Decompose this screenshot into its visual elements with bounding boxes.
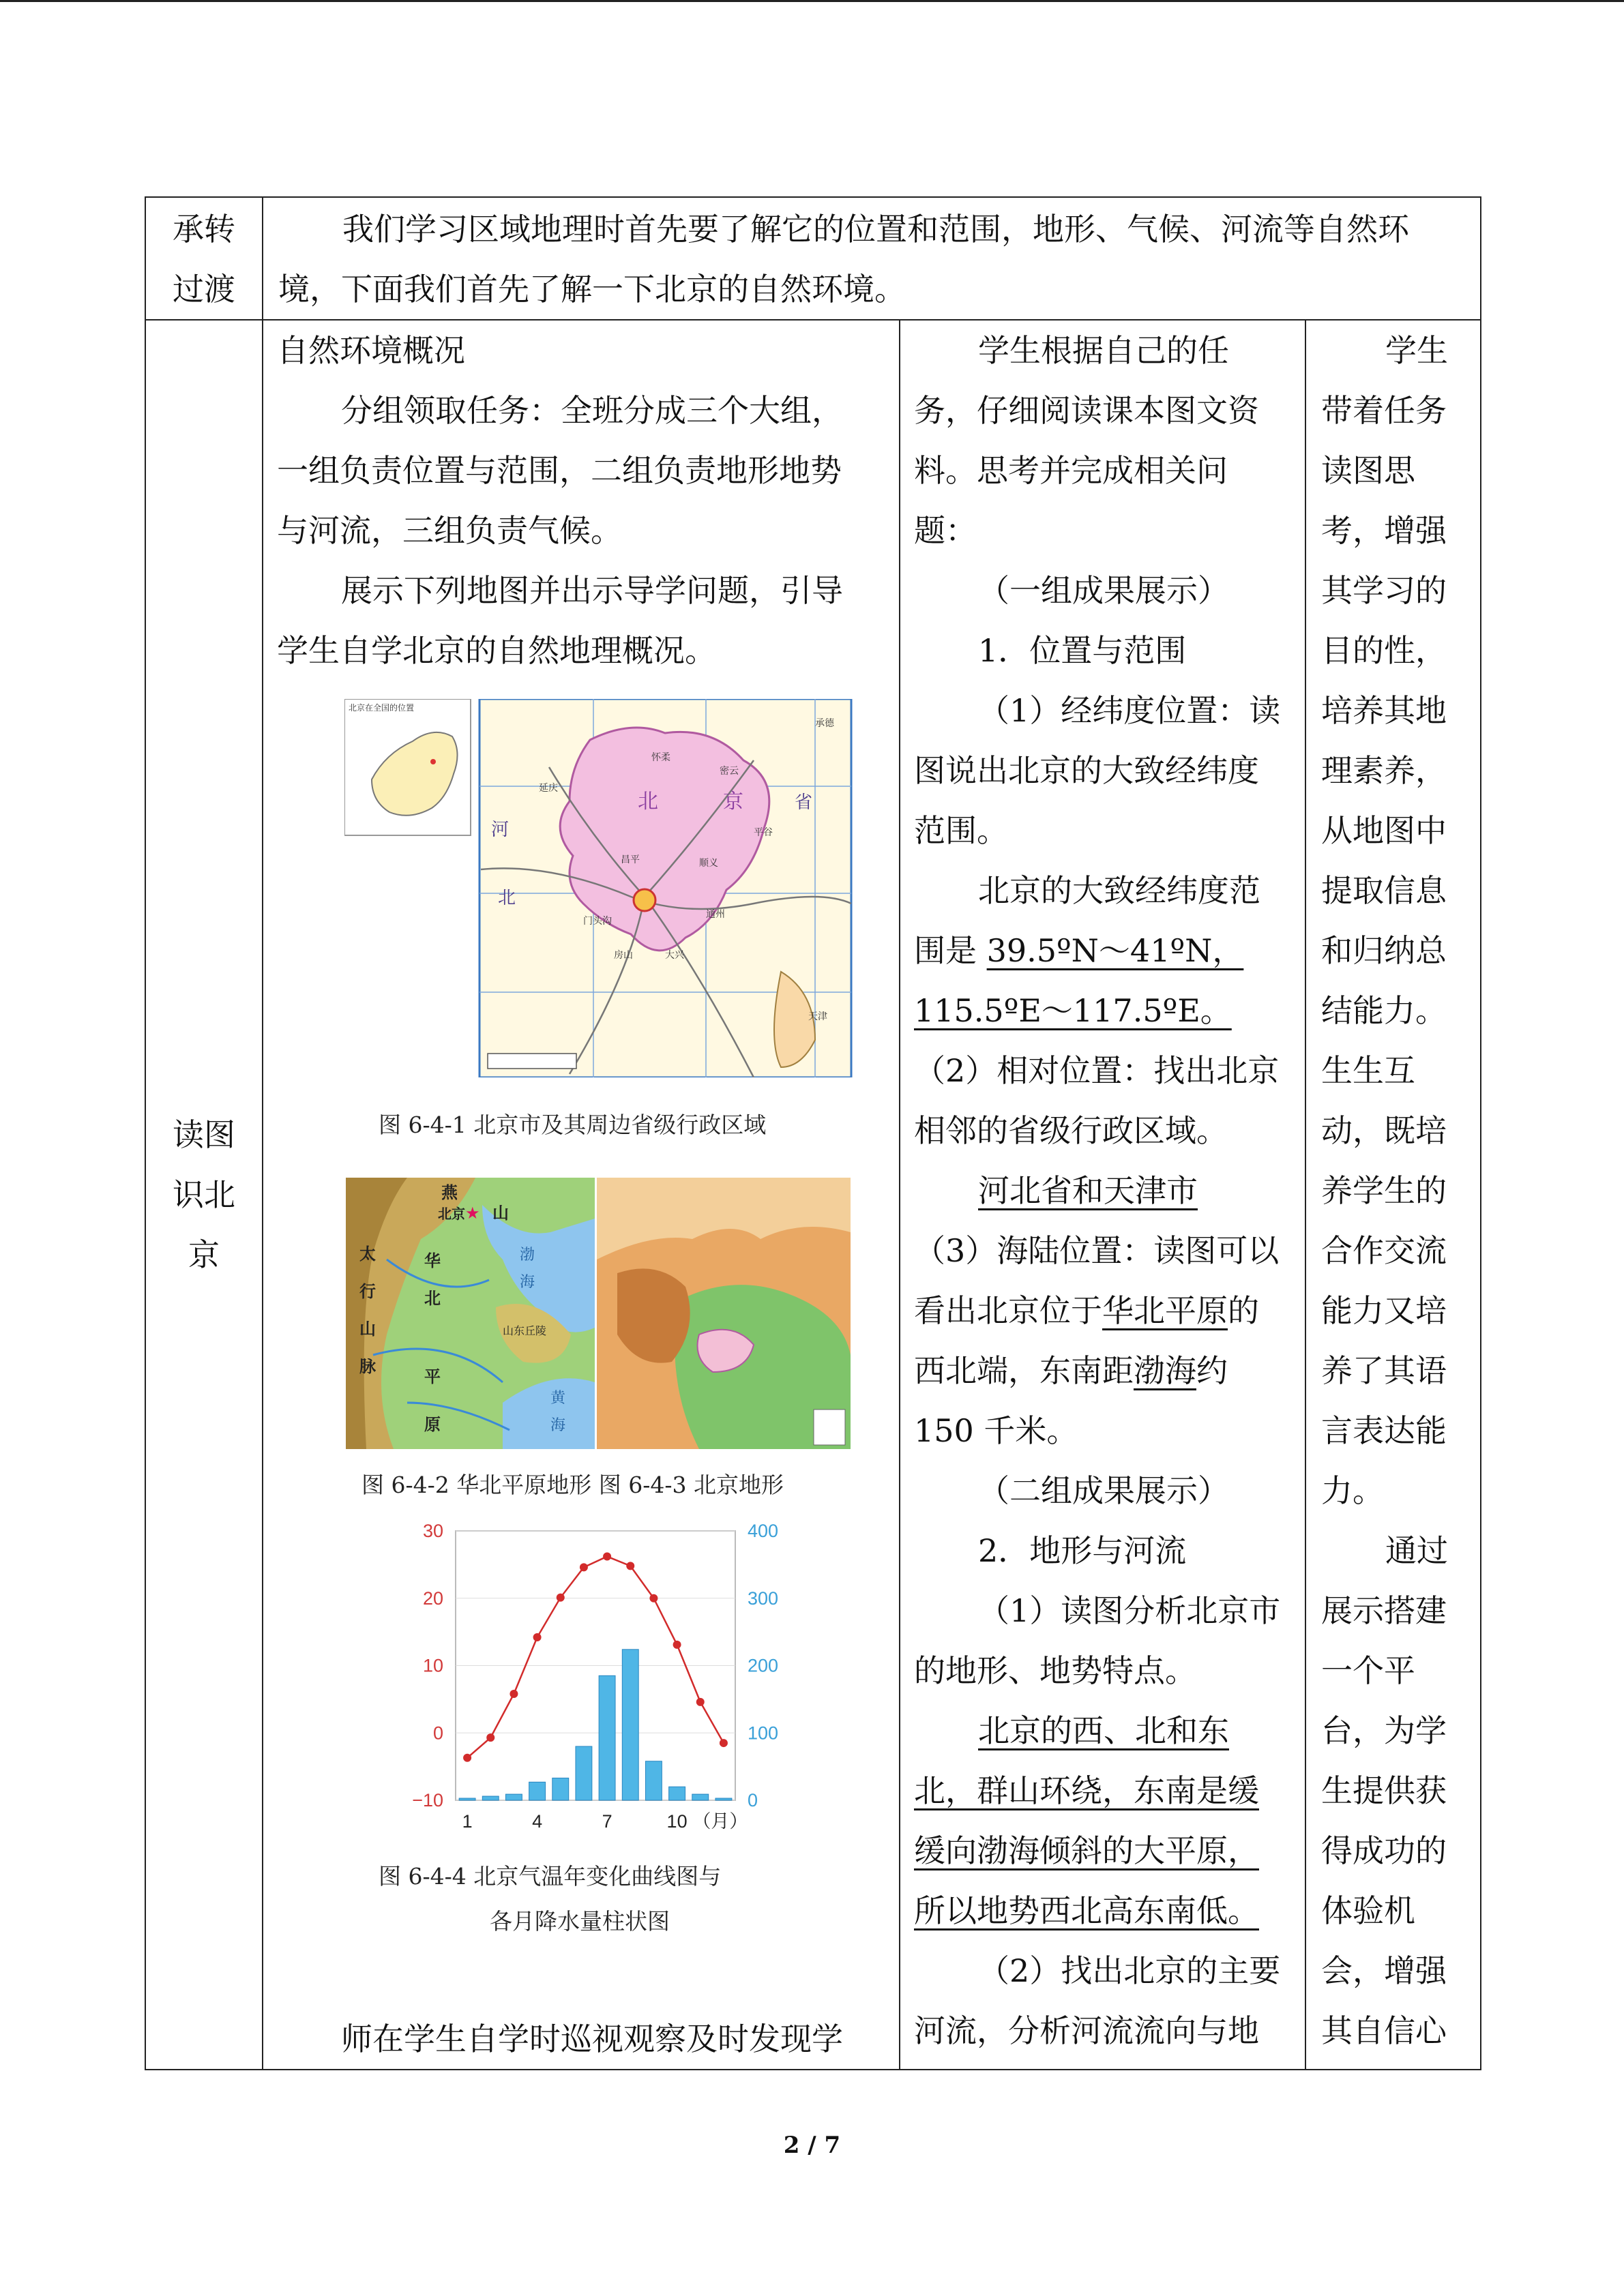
row-label-transition [145,197,263,320]
terrain-label: 平 [424,1368,441,1386]
terrain-label: 原 [424,1416,441,1434]
temperature-point [557,1594,565,1602]
x-tick-label: 10 [666,1811,688,1832]
temperature-point [580,1563,588,1571]
figure-caption: 图 6-4-2 华北平原地形 图 6-4-3 北京地形 [361,1472,784,1498]
y-right-tick-label: 200 [748,1655,779,1676]
answer-suffix: 约 [1196,1352,1228,1389]
answer-underlined: 115.5ºE～117.5ºE。 [914,992,1232,1029]
design-intent-cell [1305,320,1481,2070]
intent-line: 结能力。 [1321,992,1447,1029]
temperature-point [533,1633,542,1641]
student-line: 料。思考并完成相关问 [914,452,1228,489]
place-label: 房山 [614,949,633,960]
map-inset-title: 北京在全国的位置 [349,703,415,713]
elevation-legend [814,1410,845,1445]
section-title: 2．地形与河流 [978,1532,1187,1569]
label-text: 承转 [173,211,235,248]
answer-line [914,1761,1298,1821]
answer-line [914,921,1298,981]
intent-line: 学生 [1385,332,1448,369]
precip-bar [459,1798,475,1800]
intent-line: 从地图中 [1321,812,1447,849]
sea-label: 海 [550,1416,566,1433]
temperature-point [720,1739,728,1747]
place-label: 承德 [815,717,834,728]
section-heading: 自然环境概况 [277,332,465,369]
teacher-line: 展示下列地图并出示导学问题，引导 [341,572,843,609]
answer-underlined: 所以地势西北高东南低。 [914,1892,1259,1929]
intent-line: 言表达能 [1321,1412,1447,1449]
terrain-label: 山东丘陵 [503,1326,547,1337]
sea-label: 渤 [520,1246,535,1263]
place-label: 河 [491,819,510,839]
section-title: 1．位置与范围 [978,632,1187,669]
precip-bar [529,1782,546,1800]
answer-underlined: 北，群山环绕，东南是缓 [914,1772,1259,1809]
question-line: 河流，分析河流流向与地 [914,2012,1259,2049]
place-label: 平谷 [754,826,773,837]
student-line: 学生根据自己的任 [978,332,1229,369]
answer-line [914,1821,1298,1881]
question-line: （1）读图分析北京市 [978,1592,1281,1629]
lesson-plan-table [145,196,1481,2070]
group-title: （一组成果展示） [978,572,1229,609]
y-right-tick-label: 100 [748,1723,779,1744]
answer-line [914,1281,1298,1341]
label-text: 识北 [173,1176,235,1213]
terrain-label: 山 [492,1204,509,1223]
precip-bar [505,1794,522,1800]
intent-line: 考，增强 [1321,512,1447,549]
precip-bar [692,1794,709,1800]
terrain-label: 山 [359,1320,376,1339]
temperature-point [673,1641,681,1649]
place-label: 延庆 [539,782,558,793]
temperature-point [463,1754,471,1762]
place-label: 天津 [808,1011,827,1022]
student-line: 务，仔细阅读课本图文资 [914,392,1259,429]
place-label: 昌平 [621,854,640,865]
y-right-tick-label: 0 [748,1790,758,1810]
terrain-label: 北京 [438,1207,465,1222]
intent-line: 能力又培 [1321,1292,1447,1329]
intent-line: 读图思 [1321,452,1415,489]
place-label: 北 [498,887,516,908]
question-line: 图说出北京的大致经纬度 [914,752,1259,789]
precip-bar [715,1798,732,1800]
question-line: 的地形、地势特点。 [914,1652,1196,1689]
terrain-label: 脉 [359,1358,376,1376]
answer-line: 北京的大致经纬度范 [978,872,1260,909]
intent-line: 力。 [1321,1472,1384,1509]
place-label: 京 [723,790,743,813]
y-left-tick-label: 0 [432,1723,443,1744]
intent-line: 通过 [1385,1532,1448,1569]
label-text: 过渡 [173,271,235,308]
x-unit-label: （月） [692,1811,748,1832]
beijing-city-icon [634,889,655,911]
precip-bar [669,1787,685,1800]
intent-line: 养了其语 [1321,1352,1447,1389]
terrain-label: 行 [359,1283,376,1301]
transition-line: 我们学习区域地理时首先要了解它的位置和范围，地形、气候、河流等自然环 [342,211,1409,248]
intent-line: 一个平 [1321,1652,1415,1689]
intent-line: 提取信息 [1321,872,1447,909]
intent-line: 台，为学 [1321,1712,1447,1749]
place-label: 密云 [720,765,739,776]
transition-text [263,197,1481,320]
terrain-label: 燕 [441,1184,458,1202]
intent-line: 培养其地 [1321,692,1447,729]
page-number: 2 / 7 [783,2132,841,2159]
answer-line [914,1881,1298,1941]
y-left-tick-label: −10 [412,1790,443,1810]
terrain-label: 太 [359,1245,376,1264]
place-label: 省 [795,792,813,812]
top-border-line [0,0,1624,2]
intent-line: 得成功的 [1321,1832,1447,1869]
answer-line [914,1341,1298,1401]
question-line: （3）海陆位置：读图可以 [914,1232,1280,1269]
teacher-line: 一组负责位置与范围，二组负责地形地势 [277,452,842,489]
y-left-tick-label: 30 [422,1521,443,1541]
row-label-read-maps [145,320,263,2070]
terrain-label: 北 [424,1289,441,1308]
beijing-star-icon: ★ [465,1204,480,1223]
transition-line: 境，下面我们首先了解一下北京的自然环境。 [278,271,906,308]
temperature-point [510,1690,518,1698]
answer-line: 150 千米。 [914,1412,1078,1449]
x-tick-label: 1 [462,1811,473,1832]
precip-bar [482,1796,499,1800]
map-scale-bar [488,1054,576,1069]
label-text: 读图 [173,1116,235,1153]
intent-line: 带着任务 [1321,392,1447,429]
y-left-tick-label: 10 [422,1655,443,1676]
mountain-area [617,1268,690,1362]
precip-bar [599,1675,615,1800]
temperature-point [649,1594,658,1602]
teacher-line: 学生自学北京的自然地理概况。 [277,632,716,669]
figure-caption: 图 6-4-4 北京气温年变化曲线图与 [379,1863,722,1890]
teacher-line: 师在学生自学时巡视观察及时发现学 [341,2021,843,2057]
answer-underlined: 渤海 [1134,1352,1196,1389]
question-line: 范围。 [914,812,1008,849]
terrain-label: 华 [424,1252,441,1270]
place-label: 怀柔 [651,751,670,762]
place-label: 北 [638,790,658,813]
label-text: 京 [188,1236,220,1273]
question-line: （2）相对位置：找出北京 [914,1052,1280,1089]
answer-underlined: 缓向渤海倾斜的大平原， [914,1832,1259,1869]
student-line: 题： [914,512,977,549]
temperature-point [626,1562,634,1570]
figure-caption: 各月降水量柱状图 [490,1908,670,1935]
beijing-marker-icon [430,759,436,764]
teacher-line: 与河流，三组负责气候。 [277,512,622,549]
place-label: 大兴 [665,949,684,960]
y-right-tick-label: 300 [748,1587,779,1609]
intent-line: 生提供获 [1321,1772,1447,1809]
answer-underlined: 39.5ºN～41ºN， [986,932,1244,969]
answer-line [914,1701,1298,1761]
figure-caption: 图 6-4-1 北京市及其周边省级行政区域 [379,1112,767,1138]
temperature-point [486,1733,494,1742]
intent-line: 会，增强 [1321,1952,1447,1989]
precip-bar [645,1761,662,1800]
precip-bar [576,1746,592,1800]
intent-line: 其自信心 [1321,2012,1447,2049]
precip-bar [552,1778,569,1800]
answer-underlined: 河北省和天津市 [978,1172,1198,1209]
student-activity-cell [900,320,1305,2070]
answer-prefix: 围是 [914,932,987,969]
question-line: 相邻的省级行政区域。 [914,1112,1228,1149]
north-china-plain-map [346,1178,595,1449]
intent-line: 动，既培 [1321,1112,1447,1149]
place-label: 通州 [706,908,725,919]
intent-line: 展示搭建 [1321,1592,1447,1629]
x-tick-label: 4 [532,1811,543,1832]
intent-line: 生生互 [1321,1052,1415,1089]
teacher-line: 分组领取任务：全班分成三个大组， [341,392,843,429]
temperature-point [603,1553,611,1561]
intent-line: 理素养， [1321,752,1447,789]
answer-underlined: 北京的西、北和东 [978,1712,1229,1749]
x-tick-label: 7 [602,1811,612,1832]
answer-prefix: 看出北京位于 [914,1292,1102,1329]
question-line: （2）找出北京的主要 [978,1952,1281,1989]
intent-line: 其学习的 [1321,572,1447,609]
y-left-tick-label: 20 [422,1587,443,1609]
answer-line [914,981,1298,1041]
place-label: 顺义 [699,857,718,868]
sea-label: 黄 [550,1389,566,1406]
row-transition [145,197,1481,320]
answer-line [914,1161,1298,1221]
intent-line: 和归纳总 [1321,932,1447,969]
beijing-climate-chart [374,1514,783,1841]
place-label: 门头沟 [583,915,612,926]
answer-suffix: 的 [1228,1292,1259,1329]
temperature-point [696,1698,705,1706]
group-title: （二组成果展示） [978,1472,1229,1509]
sea-label: 海 [520,1273,535,1290]
answer-prefix: 西北端，东南距 [914,1352,1134,1389]
intent-line: 合作交流 [1321,1232,1447,1269]
intent-line: 体验机 [1321,1892,1415,1929]
intent-line: 目的性， [1321,632,1447,669]
intent-line: 养学生的 [1321,1172,1447,1209]
answer-underlined: 华北平原 [1102,1292,1228,1329]
beijing-admin-map [344,699,853,1077]
y-right-tick-label: 400 [748,1521,779,1541]
precip-bar [622,1650,638,1800]
beijing-terrain-map [597,1178,851,1449]
question-line: （1）经纬度位置：读 [978,692,1281,729]
